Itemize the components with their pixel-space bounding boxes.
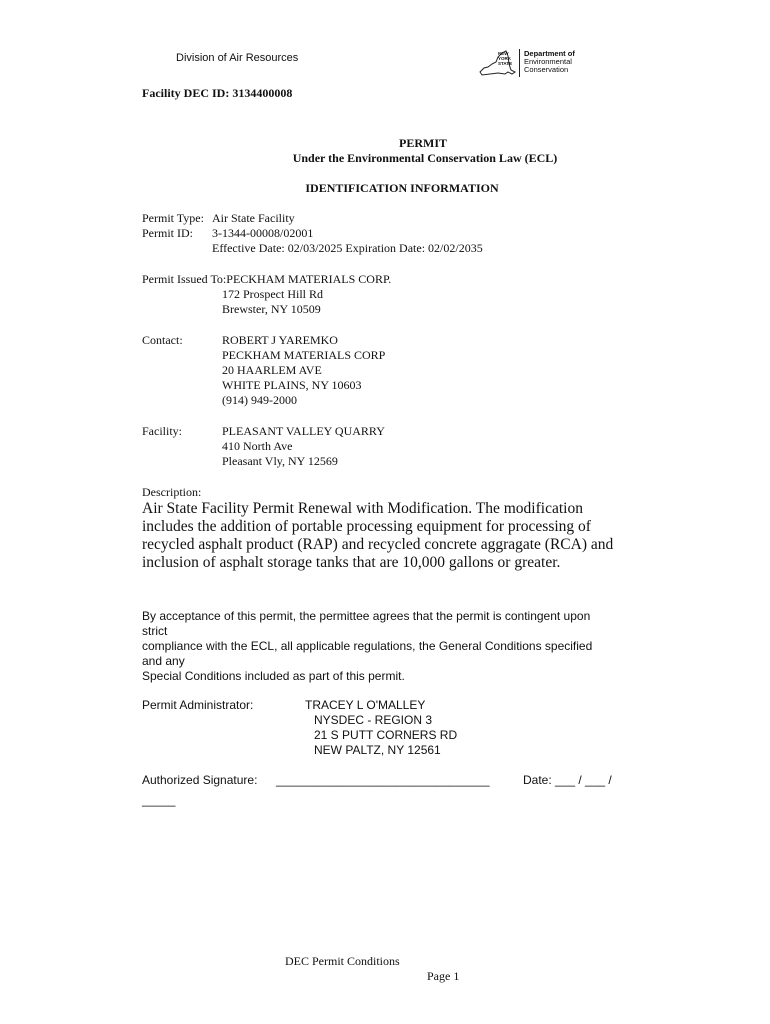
acceptance-line: Special Conditions included as part of this permit.	[142, 669, 405, 683]
logo-department-text: Department of Environmental Conservation	[524, 49, 575, 74]
issued-to-name: PECKHAM MATERIALS CORP.	[226, 272, 392, 286]
facility-dec-id: Facility DEC ID: 3134400008	[142, 86, 293, 100]
permit-title: PERMIT	[399, 136, 447, 150]
description-line: Air State Facility Permit Renewal with Modification. The modification	[142, 500, 583, 517]
contact-street: 20 HAARLEM AVE	[222, 363, 322, 377]
division-heading: Division of Air Resources	[176, 52, 299, 64]
signature-date: Date: ___ / ___ /	[523, 773, 612, 787]
permit-type-value: Air State Facility	[212, 211, 295, 225]
signature-date-continued: _____	[142, 793, 176, 807]
facility-street: 410 North Ave	[222, 439, 293, 453]
permit-type-label: Permit Type:	[142, 211, 204, 225]
permit-id-value: 3-1344-00008/02001	[212, 226, 314, 240]
nys-dec-logo	[478, 48, 578, 80]
administrator-name: TRACEY L O'MALLEY	[305, 698, 426, 712]
description-line: recycled asphalt product (RAP) and recycled concrete aggragate (RCA) and	[142, 536, 614, 553]
contact-block	[222, 333, 385, 408]
facility-city: Pleasant Vly, NY 12569	[222, 454, 338, 468]
acceptance-line: strict	[142, 624, 168, 638]
facility-block	[222, 424, 385, 469]
permit-id-row	[142, 226, 313, 241]
contact-label: Contact:	[142, 333, 183, 347]
acceptance-line: and any	[142, 654, 185, 668]
identification-heading: IDENTIFICATION INFORMATION	[305, 181, 499, 195]
issued-to-row	[142, 272, 391, 287]
signature-label: Authorized Signature:	[142, 773, 258, 787]
description-line: includes the addition of portable processing equipment for processing of	[142, 518, 591, 535]
footer-page-number: Page 1	[427, 969, 460, 983]
logo-state-text: NEW YORK STATE	[498, 51, 513, 66]
contact-company: PECKHAM MATERIALS CORP	[222, 348, 386, 362]
permit-subtitle: Under the Environmental Conservation Law (ECL)	[292, 151, 558, 165]
facility-name: PLEASANT VALLEY QUARRY	[222, 424, 385, 438]
permit-type-row	[142, 211, 295, 226]
administrator-office: NYSDEC - REGION 3	[314, 713, 433, 727]
footer-permit-conditions: DEC Permit Conditions	[285, 954, 400, 968]
acceptance-line: By acceptance of this permit, the permittee agrees that the permit is contingent upon	[142, 609, 591, 623]
description-label: Description:	[142, 485, 202, 499]
acceptance-statement	[142, 609, 632, 684]
permit-id-label: Permit ID:	[142, 226, 193, 240]
facility-label: Facility:	[142, 424, 182, 438]
contact-city: WHITE PLAINS, NY 10603	[222, 378, 362, 392]
administrator-block	[314, 713, 457, 758]
acceptance-line: compliance with the ECL, all applicable regulations, the General Conditions specified	[142, 639, 593, 653]
logo-divider	[519, 49, 520, 77]
issued-to-city: Brewster, NY 10509	[222, 302, 321, 316]
contact-phone: (914) 949-2000	[222, 393, 297, 407]
description-line: inclusion of asphalt storage tanks that are 10,000 gallons or greater.	[142, 554, 561, 571]
signature-line: ________________________________	[276, 773, 490, 787]
administrator-street: 21 S PUTT CORNERS RD	[314, 728, 458, 742]
issued-to-label: Permit Issued To:	[142, 272, 227, 286]
contact-name: ROBERT J YAREMKO	[222, 333, 338, 347]
administrator-city: NEW PALTZ, NY 12561	[314, 743, 441, 757]
description-text	[142, 500, 642, 572]
permit-dates: Effective Date: 02/03/2025 Expiration Date: 02/02/2035	[212, 241, 483, 255]
issued-to-street: 172 Prospect Hill Rd	[222, 287, 323, 301]
administrator-label: Permit Administrator:	[142, 698, 254, 712]
